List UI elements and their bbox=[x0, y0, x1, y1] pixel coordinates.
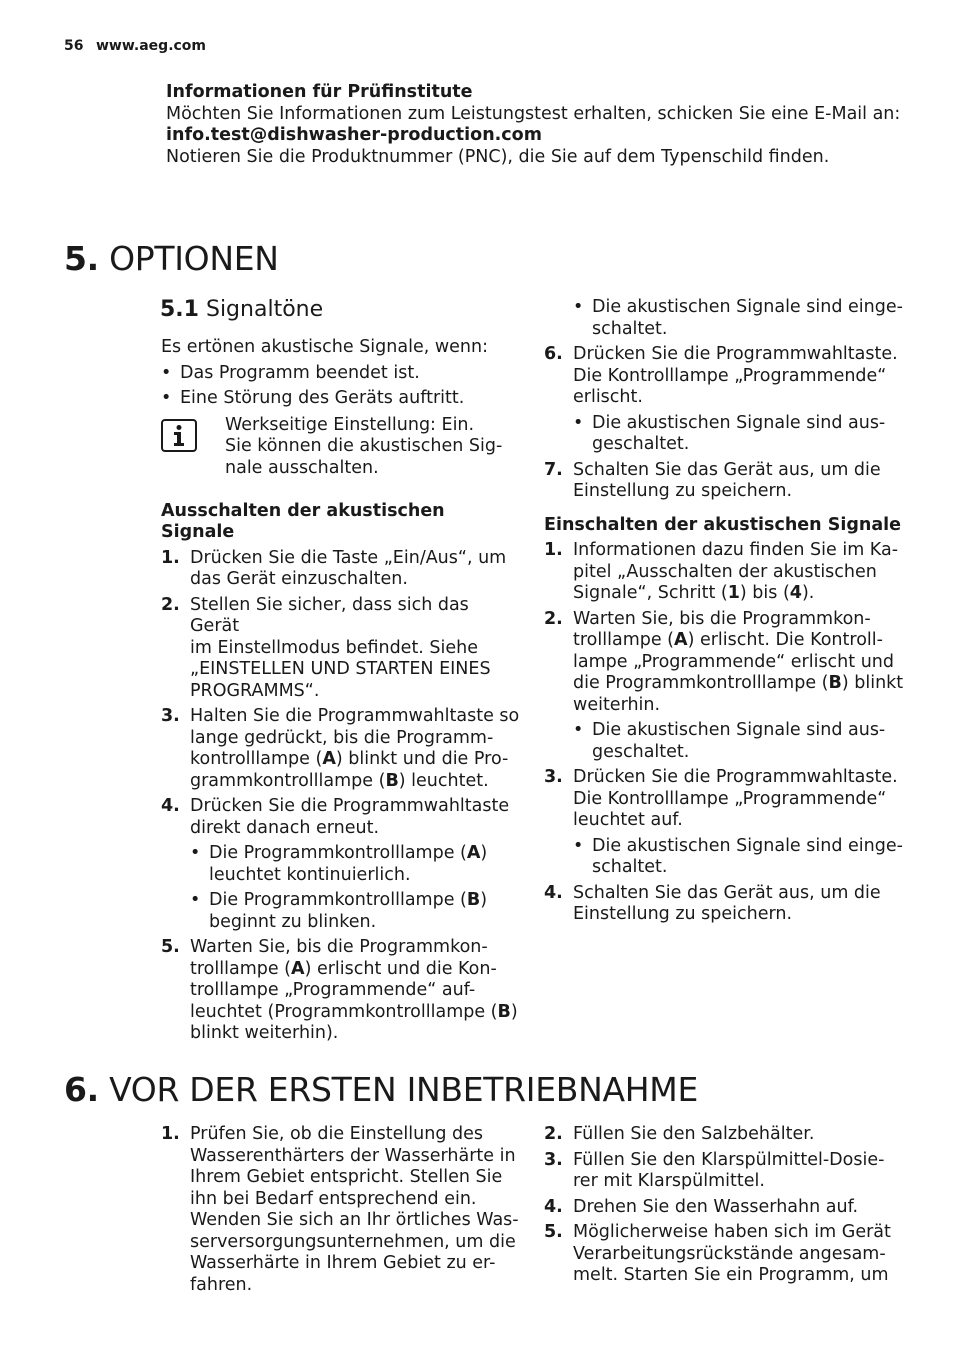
list-item: • Die akustischen Signale sind aus- geschaltet. bbox=[573, 412, 886, 454]
section-title bbox=[64, 1070, 698, 1109]
info-note bbox=[161, 415, 521, 483]
step-item: 1. Drücken Sie die Taste „Ein/Aus“, um das Gerät einzuschalten. bbox=[161, 547, 507, 589]
section-number: 5. bbox=[64, 239, 99, 278]
step-item: 6. Drücken Sie die Programmwahltaste. Die Kontrolllampe „Programmende“ erlischt. • Die akustischen Signale sind aus- geschaltet. bbox=[544, 344, 914, 456]
list-item: • Die Programmkontrolllampe (B) beginnt zu blinken. bbox=[190, 890, 488, 932]
list-item: • Die akustischen Signale sind aus- geschaltet. bbox=[573, 720, 886, 762]
list-item: • Die akustischen Signale sind einge- schaltet. bbox=[573, 297, 903, 339]
step-item: 3. Füllen Sie den Klarspülmittel-Dosie- rer mit Klarspülmittel. bbox=[544, 1149, 885, 1191]
section-number: 6. bbox=[64, 1070, 99, 1109]
info-email[interactable]: info.test@dishwasher-production.com bbox=[166, 125, 542, 145]
section5-left-column bbox=[161, 337, 521, 1045]
list-item: • Eine Störung des Geräts auftritt. bbox=[161, 388, 465, 408]
info-line: Notieren Sie die Produktnummer (PNC), die Sie auf dem Typenschild finden. bbox=[166, 146, 830, 167]
step-item: 1. Informationen dazu finden Sie im Ka- pitel „Ausschalten der akustischen Signale“, Schritt (1) bis (4). bbox=[544, 540, 899, 603]
subheading-on: Einschalten der akustischen Signale bbox=[544, 514, 901, 535]
step-item: 5. Möglicherweise haben sich im Gerät Verarbeitungsrückstände angesam- melt. Starten Sie ein Programm, um bbox=[544, 1222, 891, 1285]
list-item: • Das Programm beendet ist. bbox=[161, 362, 420, 383]
step-item: 2. Warten Sie, bis die Programmkon- trolllampe (A) erlischt. Die Kontroll- lampe „Programmende“ erlischt und die Programmkontrolllampe (B) blinkt weiterhin. • Die akustischen Signale sind aus- geschaltet. bbox=[544, 609, 914, 764]
step-item: 4. Drehen Sie den Wasserhahn auf. bbox=[544, 1196, 859, 1217]
step-item: 3. Drücken Sie die Programmwahltaste. Die Kontrolllampe „Programmende“ leuchtet auf. • Die akustischen Signale sind einge- schaltet. bbox=[544, 767, 914, 879]
step-item: 4. Drücken Sie die Programmwahltaste direkt danach erneut. • Die Programmkontrolllampe (A) leuchtet kontinuierlich. • Die Programmkontrolllampe (B) beginnt zu blinken. bbox=[161, 796, 521, 933]
step-item: 4. Schalten Sie das Gerät aus, um die Einstellung zu speichern. bbox=[544, 882, 881, 924]
info-block bbox=[166, 82, 926, 168]
step-item: 7. Schalten Sie das Gerät aus, um die Einstellung zu speichern. bbox=[544, 459, 881, 501]
subheading-off: Ausschalten der akustischen Signale bbox=[161, 500, 445, 542]
list-item: • Die Programmkontrolllampe (A) leuchtet kontinuierlich. bbox=[190, 843, 488, 885]
page-number: 56 bbox=[64, 38, 84, 54]
website-url[interactable]: www.aeg.com bbox=[96, 38, 207, 54]
step-item: 1. Prüfen Sie, ob die Einstellung des Wasserenthärters der Wasserhärte in Ihrem Gebiet entspricht. Stellen Sie ihn bei Bedarf entsprechend ein. Wenden Sie sich an Ihr örtliches Was- serversorgungsunternehmen, um die Wasserhärte in Ihrem Gebiet zu er- fahren. bbox=[161, 1124, 519, 1295]
note-text: Werkseitige Einstellung: Ein. Sie können die akustischen Sig- nale ausschalten. bbox=[225, 414, 503, 478]
step-item: 3. Halten Sie die Programmwahltaste so lange gedrückt, bis die Programm- kontrolllampe (A) blinkt und die Pro- grammkontrolllampe (B) leuchtet. bbox=[161, 706, 520, 791]
step-item: 2. Füllen Sie den Salzbehälter. bbox=[544, 1124, 815, 1144]
list-item: • Die akustischen Signale sind einge- schaltet. bbox=[573, 835, 903, 877]
section6-left-column bbox=[161, 1124, 521, 1296]
section5-right-column bbox=[544, 297, 914, 926]
section-title bbox=[64, 239, 279, 278]
intro-text: Es ertönen akustische Signale, wenn: bbox=[161, 337, 488, 357]
section-title-text: VOR DER ERSTEN INBETRIEBNAHME bbox=[109, 1070, 699, 1109]
info-line: Möchten Sie Informationen zum Leistungstest erhalten, schicken Sie eine E-Mail an: bbox=[166, 103, 901, 124]
section6-right-column bbox=[544, 1124, 914, 1287]
step-item: 2. Stellen Sie sicher, dass sich das Gerät im Einstellmodus befindet. Siehe „EINSTELLEN UND STARTEN EINES PROGRAMMS“. bbox=[161, 594, 491, 701]
subsection-number: 5.1 bbox=[160, 297, 199, 322]
subsection-title bbox=[160, 297, 323, 322]
step-item: 5. Warten Sie, bis die Programmkon- trolllampe (A) erlischt und die Kon- trolllampe „Programmende“ auf- leuchtet (Programmkontrolllampe (B) blinkt weiterhin). bbox=[161, 937, 518, 1043]
subsection-title-text: Signaltöne bbox=[205, 297, 324, 322]
info-title: Informationen für Prüfinstitute bbox=[166, 82, 473, 102]
section-title-text: OPTIONEN bbox=[109, 239, 279, 278]
info-icon bbox=[161, 419, 197, 452]
step-continuation bbox=[544, 297, 914, 340]
